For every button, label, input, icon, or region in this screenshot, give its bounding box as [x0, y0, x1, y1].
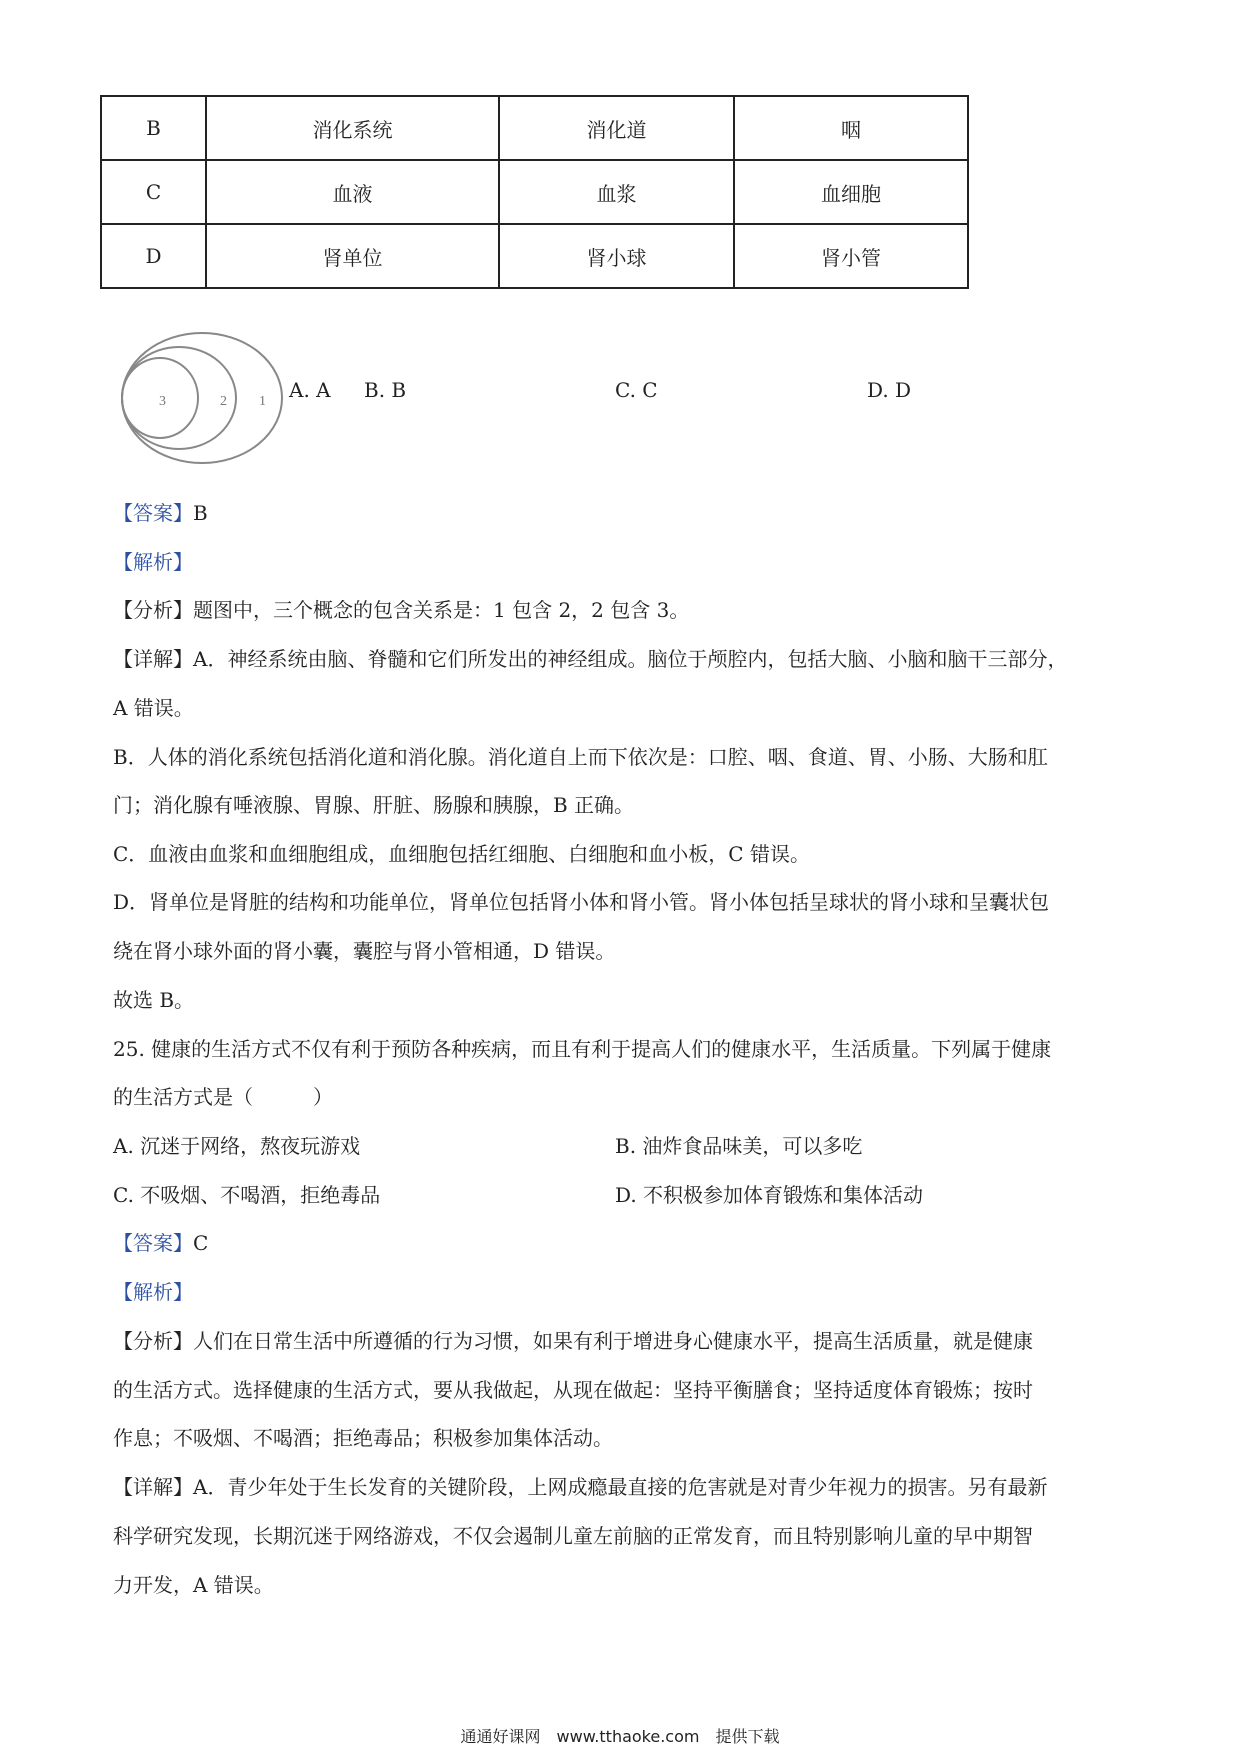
table-row — [101, 160, 968, 224]
table-cell: 消化系统 — [206, 96, 499, 160]
xiangjie-tag: 【详解】 — [113, 1475, 193, 1499]
q24-option-a: A. A — [289, 378, 331, 402]
table-cell: 肾小球 — [499, 224, 734, 288]
q25-analysis-tag: 【解析】 — [113, 1280, 193, 1304]
table-row — [101, 224, 968, 288]
q24-analysis-tag: 【解析】 — [113, 550, 193, 574]
fenxi-tag: 【分析】 — [113, 598, 193, 622]
table-cell: B — [101, 96, 206, 160]
table-cell: 血细胞 — [734, 160, 968, 224]
q25-stem-line-2: 的生活方式是（ ） — [113, 1085, 333, 1109]
footer-watermark: 通通好课网 www.tthaoke.com 提供下载 — [460, 1727, 780, 1746]
q24-c-line: C．血液由血浆和血细胞组成，血细胞包括红细胞、白细胞和血小板，C 错误。 — [113, 842, 810, 866]
table-cell: C — [101, 160, 206, 224]
table-cell: 咽 — [734, 96, 968, 160]
table-cell: 肾小管 — [734, 224, 968, 288]
xiangjie-text: A．青少年处于生长发育的关键阶段，上网成瘾最直接的危害就是对青少年视力的损害。另有最新 — [193, 1475, 1048, 1499]
q25-answer-line — [113, 1227, 208, 1256]
q24-d-line-1: D．肾单位是肾脏的结构和功能单位，肾单位包括肾小体和肾小管。肾小体包括呈球状的肾小球和呈囊状包 — [113, 890, 1050, 914]
fenxi-tag: 【分析】 — [113, 1329, 193, 1353]
q24-option-d: D. D — [867, 378, 912, 402]
concept-table — [100, 95, 969, 289]
venn-label-3: 3 — [159, 394, 166, 409]
q24-b-line-2: 门；消化腺有唾液腺、胃腺、肝脏、肠腺和胰腺，B 正确。 — [113, 793, 635, 817]
q24-b-line-1: B．人体的消化系统包括消化道和消化腺。消化道自上而下依次是：口腔、咽、食道、胃、小肠、大肠和肛 — [113, 745, 1048, 769]
q25-fenxi-line-1 — [113, 1325, 1033, 1354]
q25-xiangjie-line-3: 力开发，A 错误。 — [113, 1573, 274, 1597]
venn-label-1: 1 — [259, 394, 266, 409]
xiangjie-text: A．神经系统由脑、脊髓和它们所发出的神经组成。脑位于颅腔内，包括大脑、小脑和脑干三部分， — [193, 647, 1068, 671]
q24-conclusion: 故选 B。 — [113, 988, 195, 1012]
table-cell: 血浆 — [499, 160, 734, 224]
fenxi-text: 人们在日常生活中所遵循的行为习惯，如果有利于增进身心健康水平，提高生活质量，就是健康 — [193, 1329, 1033, 1353]
q25-stem-line-1: 25. 健康的生活方式不仅有利于预防各种疾病，而且有利于提高人们的健康水平，生活质量。下列属于健康 — [113, 1037, 1052, 1061]
table-cell: D — [101, 224, 206, 288]
q24-d-line-2: 绕在肾小球外面的肾小囊，囊腔与肾小管相通，D 错误。 — [113, 939, 616, 963]
venn-label-2: 2 — [220, 394, 227, 409]
q25-fenxi-line-2: 的生活方式。选择健康的生活方式，要从我做起，从现在做起：坚持平衡膳食；坚持适度体育锻炼；按时 — [113, 1378, 1033, 1402]
q25-option-d: D. 不积极参加体育锻炼和集体活动 — [615, 1183, 924, 1207]
venn-outer-ellipse — [122, 333, 282, 463]
q24-xiangjie-line-1 — [113, 643, 1067, 672]
q25-xiangjie-line-2: 科学研究发现，长期沉迷于网络游戏，不仅会遏制儿童左前脑的正常发育，而且特别影响儿童的早中期智 — [113, 1524, 1033, 1548]
table-cell: 消化道 — [499, 96, 734, 160]
q25-xiangjie-line-1 — [113, 1471, 1047, 1500]
xiangjie-tag: 【详解】 — [113, 647, 193, 671]
answer-tag: 【答案】 — [113, 1231, 193, 1255]
table-row — [101, 96, 968, 160]
table-cell: 血液 — [206, 160, 499, 224]
table-cell: 肾单位 — [206, 224, 499, 288]
q24-answer-line — [113, 497, 208, 526]
q25-option-a: A. 沉迷于网络，熬夜玩游戏 — [113, 1134, 361, 1158]
q25-option-b: B. 油炸食品味美，可以多吃 — [615, 1134, 863, 1158]
q24-xiangjie-line-2: A 错误。 — [113, 696, 194, 720]
answer-value: B — [193, 501, 208, 525]
q25-option-c: C. 不吸烟、不喝酒，拒绝毒品 — [113, 1183, 381, 1207]
answer-value: C — [193, 1231, 209, 1255]
q24-fenxi-line — [113, 594, 689, 623]
answer-tag: 【答案】 — [113, 501, 193, 525]
q25-fenxi-line-3: 作息；不吸烟、不喝酒；拒绝毒品；积极参加集体活动。 — [113, 1426, 613, 1450]
fenxi-text: 题图中，三个概念的包含关系是：1 包含 2，2 包含 3。 — [193, 598, 690, 622]
venn-diagram — [117, 328, 287, 468]
q24-option-b: B. B — [364, 378, 407, 402]
q24-option-c: C. C — [615, 378, 658, 402]
